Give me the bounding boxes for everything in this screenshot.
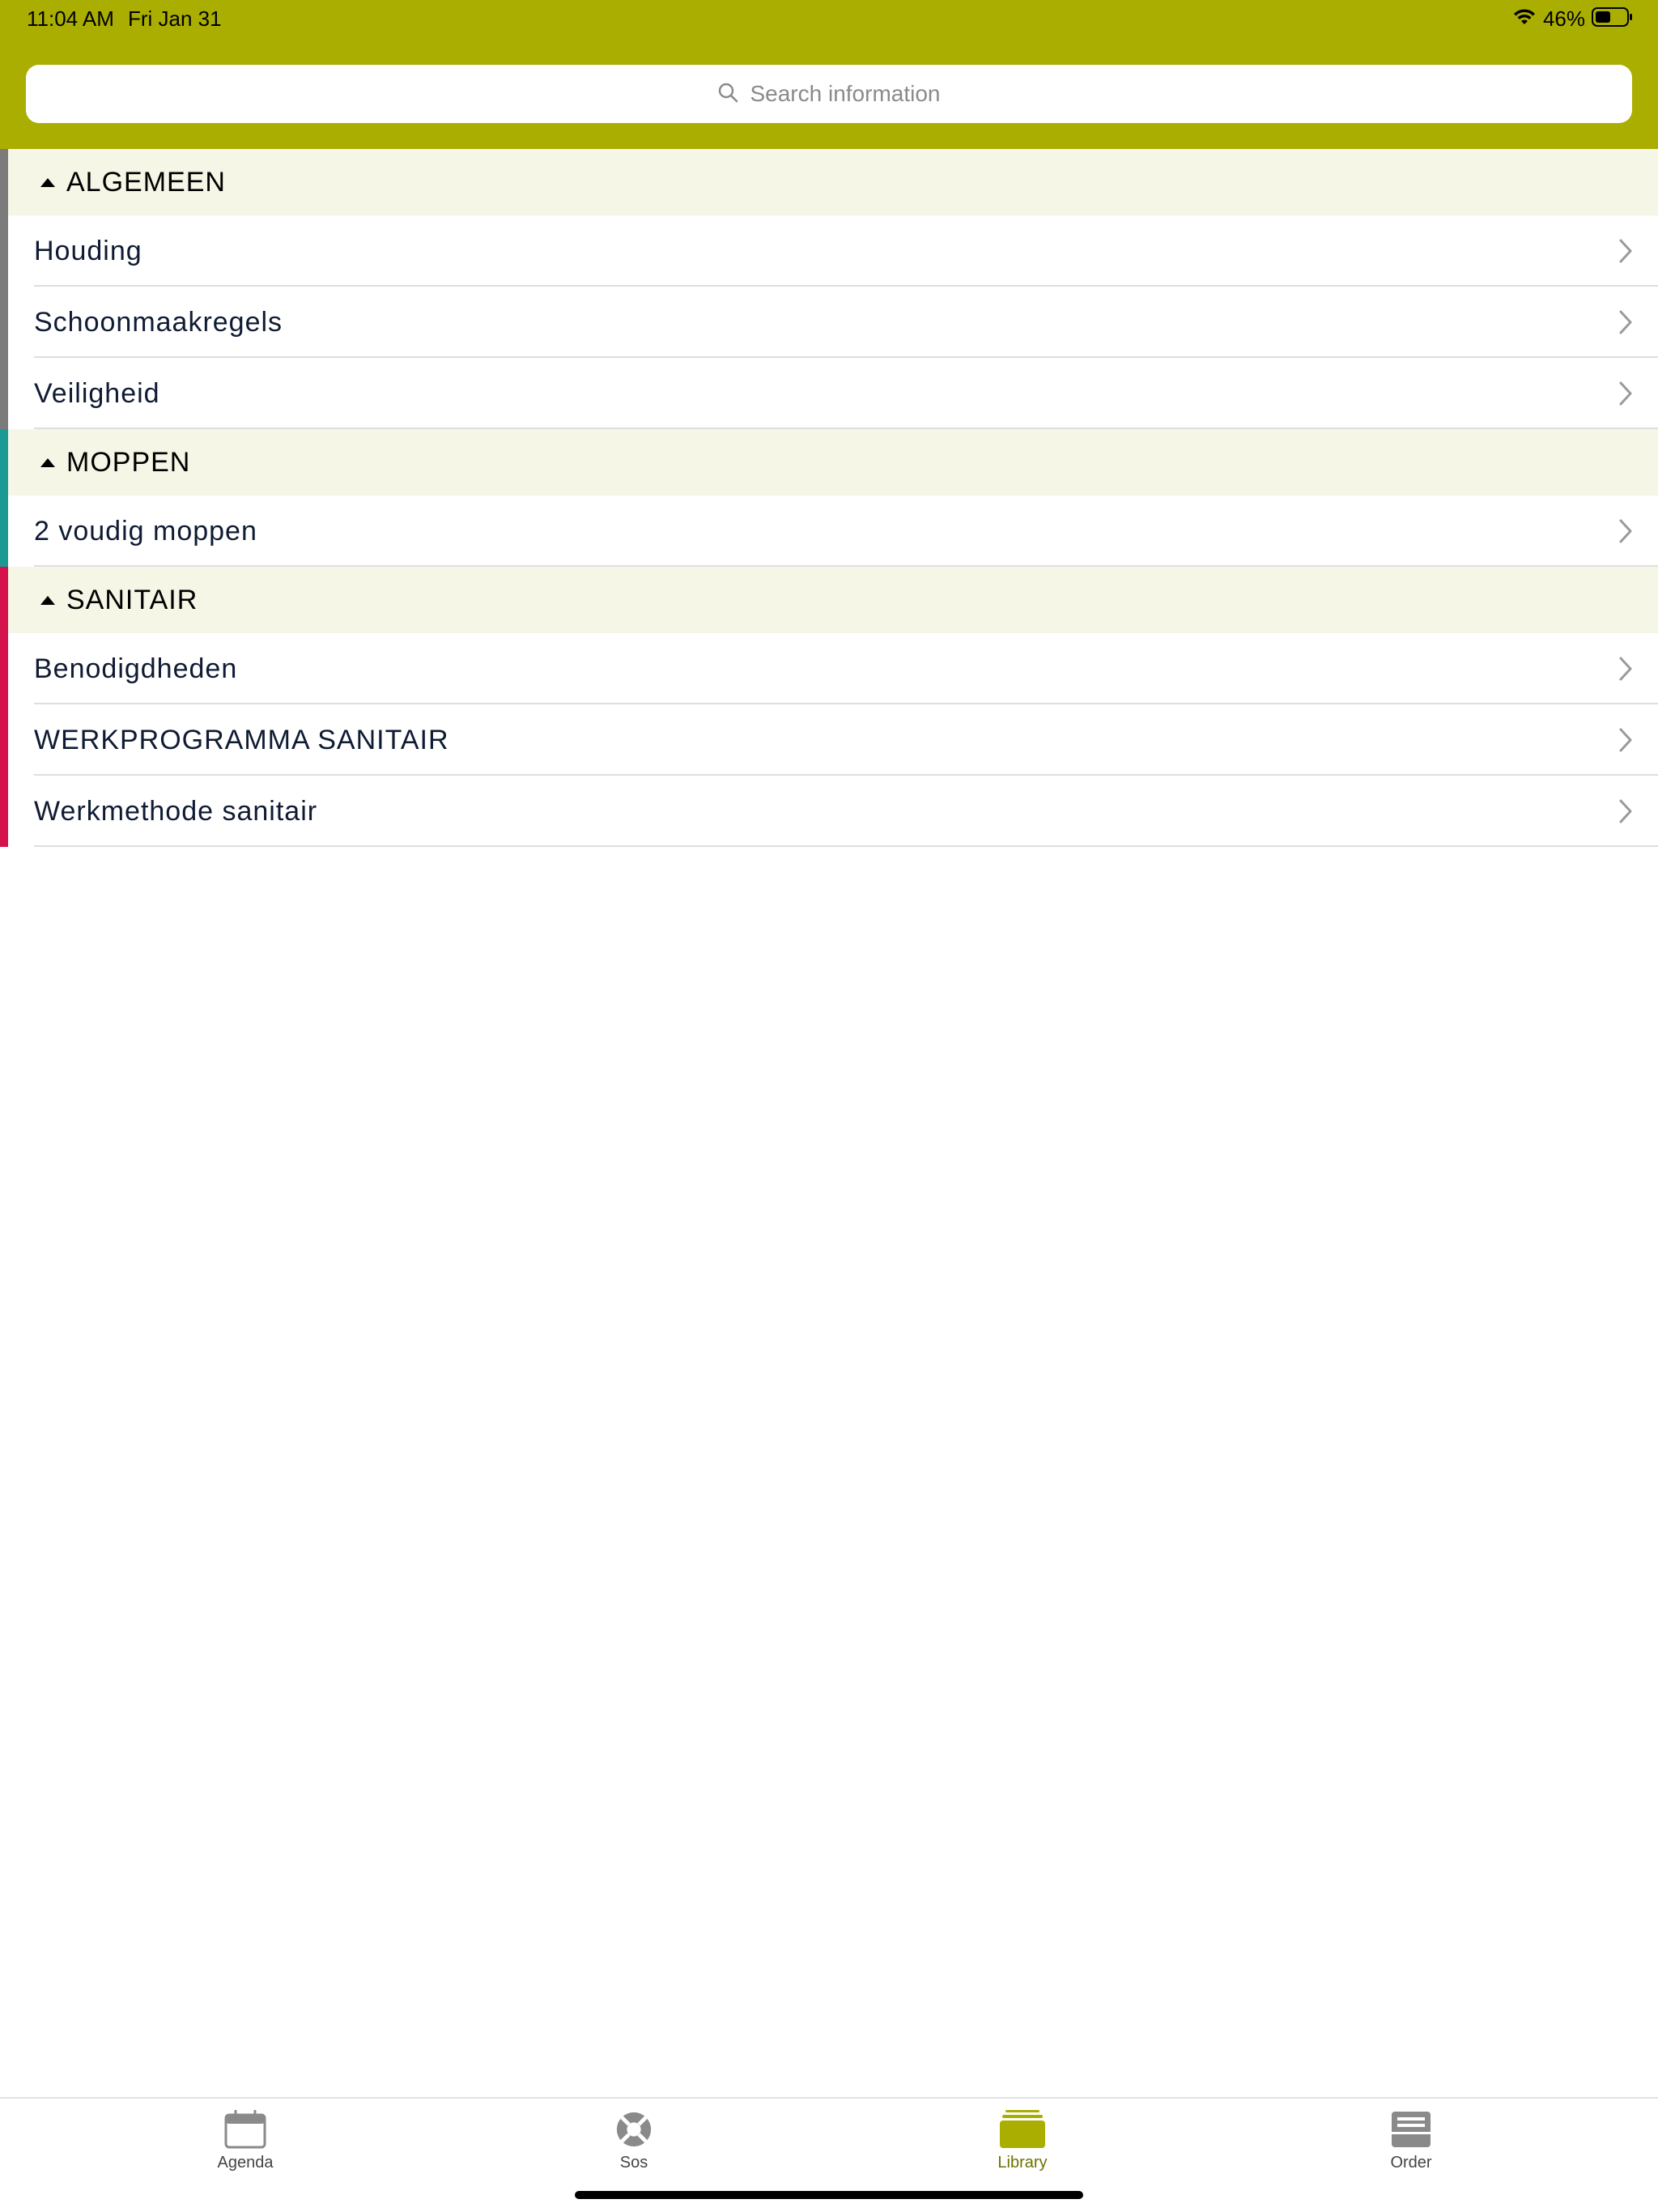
order-icon — [1390, 2110, 1432, 2149]
status-time: 11:04 AM — [27, 6, 114, 31]
chevron-right-icon — [1618, 518, 1634, 544]
list-item[interactable] — [0, 496, 1658, 567]
library-list — [0, 149, 1658, 847]
status-indicators — [1512, 6, 1634, 31]
chevron-right-icon — [1618, 381, 1634, 406]
list-item-label: Houding — [34, 235, 142, 266]
tab-label: Library — [997, 2154, 1048, 2172]
list-item-label: Werkmethode sanitair — [34, 795, 318, 827]
list-item[interactable] — [0, 358, 1658, 429]
caret-up-icon — [40, 178, 55, 187]
chevron-right-icon — [1618, 238, 1634, 264]
list-item-label: 2 voudig moppen — [34, 515, 257, 547]
caret-up-icon — [40, 596, 55, 605]
chevron-right-icon — [1618, 727, 1634, 753]
home-indicator — [575, 2191, 1083, 2199]
calendar-icon — [224, 2110, 266, 2149]
tab-library[interactable] — [933, 2110, 1112, 2183]
section-header-sanitair[interactable] — [0, 567, 1658, 633]
section-title: ALGEMEEN — [66, 166, 226, 198]
app-header — [0, 0, 1658, 149]
wifi-icon — [1512, 8, 1537, 30]
section-sanitair — [0, 567, 1658, 847]
tab-label: Sos — [619, 2154, 648, 2172]
list-item-label: Schoonmaakregels — [34, 306, 283, 338]
search-icon — [717, 82, 738, 107]
lifebuoy-icon — [614, 2110, 654, 2149]
section-header-algemeen[interactable] — [0, 149, 1658, 215]
list-item-label: WERKPROGRAMMA SANITAIR — [34, 724, 449, 755]
tab-agenda[interactable] — [156, 2110, 334, 2183]
chevron-right-icon — [1618, 798, 1634, 824]
list-item-label: Benodigdheden — [34, 653, 238, 684]
caret-up-icon — [40, 458, 55, 467]
list-item[interactable] — [0, 776, 1658, 847]
library-icon — [999, 2110, 1046, 2149]
search-placeholder: Search information — [750, 81, 941, 106]
list-item[interactable] — [0, 633, 1658, 704]
section-algemeen — [0, 149, 1658, 429]
list-item-label: Veiligheid — [34, 377, 160, 409]
list-item[interactable] — [0, 704, 1658, 776]
section-title: MOPPEN — [66, 446, 191, 478]
status-bar — [0, 0, 1658, 37]
list-item[interactable] — [0, 215, 1658, 287]
search-input[interactable] — [26, 65, 1632, 123]
battery-icon — [1592, 6, 1634, 32]
tab-order[interactable] — [1322, 2110, 1500, 2183]
battery-percentage: 46% — [1542, 6, 1585, 31]
chevron-right-icon — [1618, 309, 1634, 335]
chevron-right-icon — [1618, 656, 1634, 682]
section-moppen — [0, 429, 1658, 567]
section-header-moppen[interactable] — [0, 429, 1658, 496]
tab-sos[interactable] — [545, 2110, 723, 2183]
list-item[interactable] — [0, 287, 1658, 358]
tab-label: Order — [1390, 2154, 1432, 2172]
status-date: Fri Jan 31 — [128, 6, 222, 31]
section-title: SANITAIR — [66, 584, 198, 615]
tab-label: Agenda — [217, 2154, 274, 2172]
